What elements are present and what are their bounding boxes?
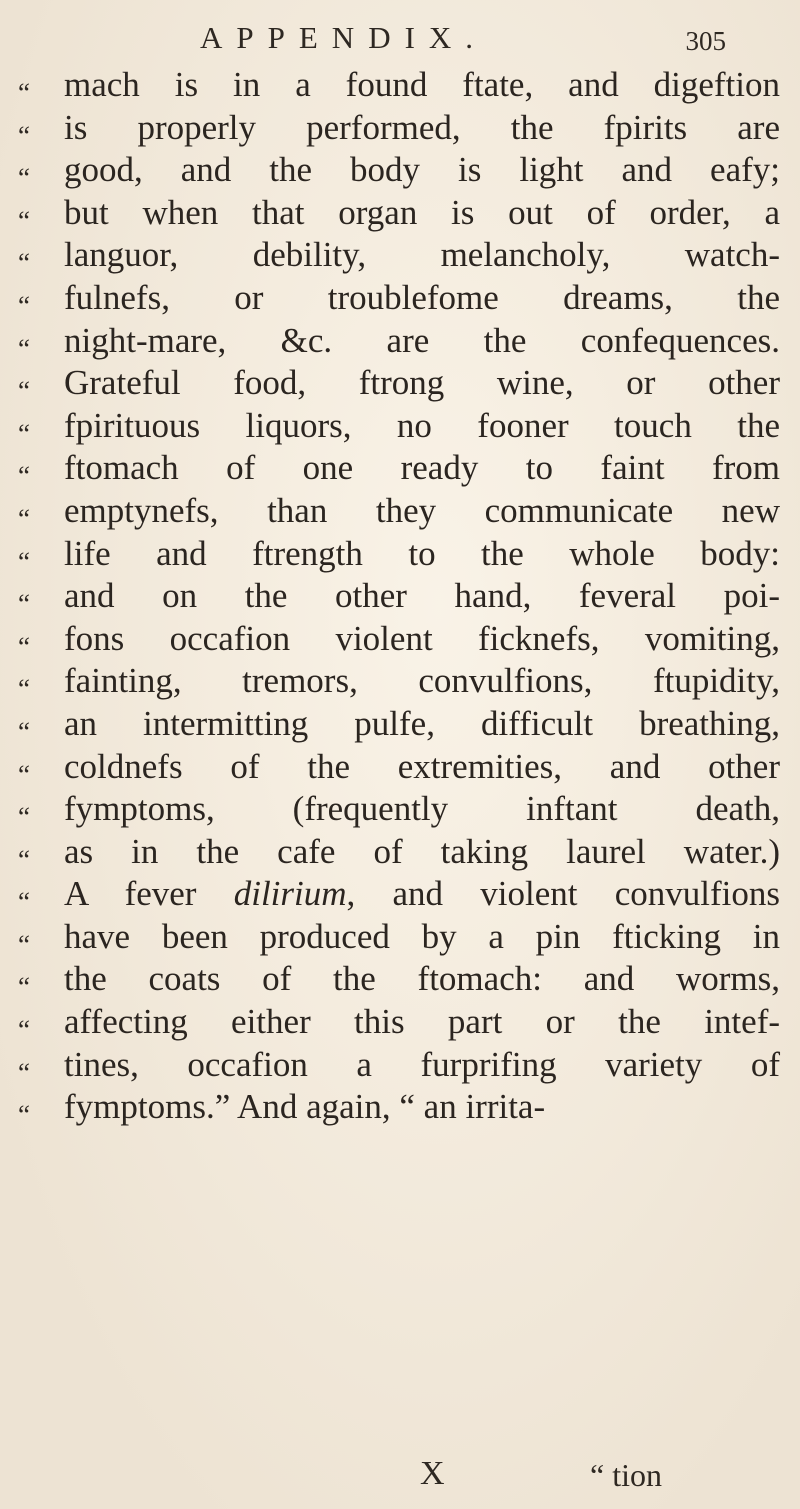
quote-mark: “ bbox=[18, 759, 30, 790]
text-line: fainting, tremors, convulfions, ftupidity, bbox=[64, 661, 780, 701]
quote-mark: “ bbox=[18, 716, 30, 747]
text-line: night-mare, &c. are the confequences. bbox=[64, 320, 780, 360]
quote-mark: “ bbox=[18, 887, 30, 918]
quote-mark: “ bbox=[18, 461, 30, 492]
quotation-margin bbox=[18, 72, 58, 1137]
text-line: tines, occafion a furprifing variety of bbox=[64, 1044, 780, 1084]
quote-mark: “ bbox=[18, 418, 30, 449]
quote-mark: “ bbox=[18, 674, 30, 705]
body-text bbox=[64, 64, 780, 1129]
quote-mark: “ bbox=[18, 333, 30, 364]
quote-mark: “ bbox=[18, 1015, 30, 1046]
text-line: affecting either this part or the intef- bbox=[64, 1002, 780, 1042]
text-line: fymptoms, (frequently inftant death, bbox=[64, 789, 780, 829]
quote-mark: “ bbox=[18, 929, 30, 960]
quote-mark: “ bbox=[18, 248, 30, 279]
quote-mark: “ bbox=[18, 163, 30, 194]
quote-mark: “ bbox=[18, 78, 30, 108]
quote-mark: “ bbox=[18, 546, 30, 577]
text-line: is properly performed, the fpirits are bbox=[64, 107, 780, 147]
page-number: 305 bbox=[685, 26, 726, 56]
italic-term: dilirium bbox=[233, 874, 347, 914]
page-footer bbox=[420, 1455, 780, 1499]
text-line: fulnefs, or troublefome dreams, the bbox=[64, 277, 780, 317]
text-line: languor, debility, melancholy, watch- bbox=[64, 235, 780, 275]
text-line: fons occafion violent ficknefs, vomiting, bbox=[64, 618, 780, 658]
text-line: fpirituous liquors, no fooner touch the bbox=[64, 405, 780, 445]
quote-mark: “ bbox=[18, 120, 30, 151]
text-line: have been produced by a pin fticking in bbox=[64, 916, 780, 956]
text-line: and on the other hand, feveral poi- bbox=[64, 576, 780, 616]
quote-mark: “ bbox=[18, 589, 30, 620]
text-line: but when that organ is out of order, a bbox=[64, 192, 780, 232]
quote-mark: “ bbox=[18, 1100, 30, 1131]
quote-mark: “ bbox=[18, 1057, 30, 1088]
quote-mark: “ bbox=[18, 631, 30, 662]
text-line: good, and the body is light and eafy; bbox=[64, 150, 780, 190]
quote-mark: “ bbox=[18, 290, 30, 321]
signature-mark: X bbox=[420, 1455, 445, 1492]
text-line: fymptoms.” And again, “ an irrita- bbox=[64, 1087, 546, 1127]
running-title: APPENDIX. bbox=[200, 20, 488, 55]
text-line: an intermitting pulfe, difficult breathing, bbox=[64, 703, 780, 743]
quote-mark: “ bbox=[18, 376, 30, 407]
text-line: life and ftrength to the whole body: bbox=[64, 533, 780, 573]
text-line: emptynefs, than they communicate new bbox=[64, 490, 780, 530]
text-line: Grateful food, ftrong wine, or other bbox=[64, 363, 780, 403]
quote-mark: “ bbox=[18, 972, 30, 1003]
text-line: the coats of the ftomach: and worms, bbox=[64, 959, 780, 999]
text-line: A fever dilirium, and violent convulfions bbox=[64, 874, 780, 914]
quote-mark: “ bbox=[18, 503, 30, 534]
quote-mark: “ bbox=[18, 205, 30, 236]
text-line: coldnefs of the extremities, and other bbox=[64, 746, 780, 786]
catchword: “ tion bbox=[590, 1457, 662, 1493]
text-line: mach is in a found ftate, and digeftion bbox=[64, 65, 780, 104]
text-line: ftomach of one ready to faint from bbox=[64, 448, 780, 488]
quote-mark: “ bbox=[18, 802, 30, 833]
text-line: as in the cafe of taking laurel water.) bbox=[64, 831, 780, 871]
quote-mark: “ bbox=[18, 844, 30, 875]
page-header bbox=[200, 18, 760, 62]
